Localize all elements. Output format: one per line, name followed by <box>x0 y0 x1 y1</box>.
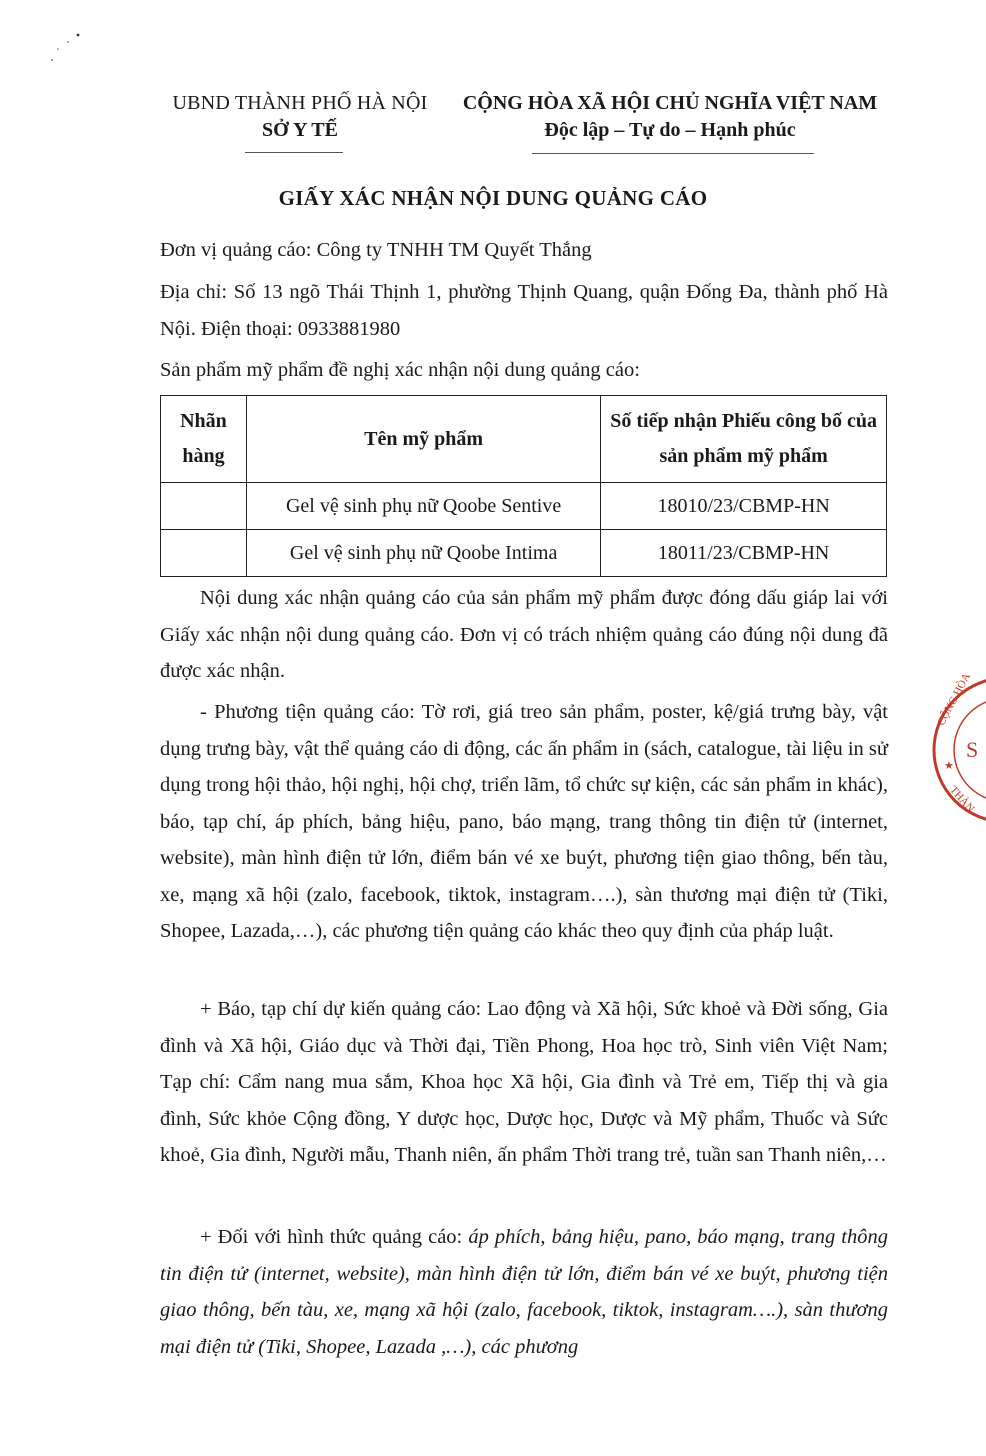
table-row <box>161 483 887 530</box>
table-header-row <box>161 396 887 483</box>
seal-star: ★ <box>944 760 954 772</box>
product-table <box>160 395 887 577</box>
motto: Độc lập – Tự do – Hạnh phúc <box>544 119 796 141</box>
header-right-rule <box>532 153 814 154</box>
header-registration-number: Số tiếp nhận Phiếu công bố của sản phẩm mỹ phẩm <box>601 396 887 483</box>
issuing-authority <box>150 90 450 144</box>
national-motto <box>445 90 895 144</box>
cell-registration-number: 18011/23/CBMP-HN <box>601 530 887 577</box>
official-seal <box>926 665 986 835</box>
address-line: Địa chỉ: Số 13 ngõ Thái Thịnh 1, phường Thịnh Quang, quận Đống Đa, thành phố Hà Nội. Điện thoại: 0933881980 <box>160 281 888 340</box>
header-left-rule <box>245 152 343 153</box>
city-committee-name: UBND THÀNH PHỐ HÀ NỘI <box>172 92 428 114</box>
press-paragraph: + Báo, tạp chí dự kiến quảng cáo: Lao động và Xã hội, Sức khoẻ và Đời sống, Gia đình và Xã hội, Giáo dục và Thời đại, Tiền Phong, Hoa học trò, Sinh viên Việt Nam; Tạp chí: Cẩm nang mua sắm, Khoa học Xã hội, Gia đình và Trẻ em, Tiếp thị và gia đình, Sức khỏe Cộng đồng, Y dược học, Dược học, Dược và Mỹ phẩm, Thuốc và Sức khoẻ, Gia đình, Người mẫu, Thanh niên, ấn phẩm Thời trang trẻ, tuần san Thanh niên,… <box>160 998 888 1166</box>
document-title: GIẤY XÁC NHẬN NỘI DUNG QUẢNG CÁO <box>278 186 708 210</box>
media-paragraph: - Phương tiện quảng cáo: Tờ rơi, giá treo sản phẩm, poster, kệ/giá trưng bày, vật dụng trưng bày, vật thể quảng cáo di động, các ấn phẩm in (sách, catalogue, tài liệu in sử dụng trong hội thảo, hội nghị, hội chợ, triển lãm, tổ chức sự kiện, các sản phẩm in khác), báo, tạp chí, áp phích, bảng hiệu, pano, báo mạng, trang thông tin điện tử (internet, website), màn hình điện tử lớn, điểm bán vé xe buýt, phương tiện giao thông, bến tàu, xe, mạng xã hội (zalo, facebook, tiktok, instagram….), sàn thương mại điện tử (Tiki, Shopee, Lazada,…), các phương tiện quảng cáo khác theo quy định của pháp luật. <box>160 701 888 942</box>
seal-text-top: CỘNG HÒA <box>935 671 973 728</box>
cell-registration-number: 18010/23/CBMP-HN <box>601 483 887 530</box>
header-product-name: Tên mỹ phẩm <box>246 396 600 483</box>
cell-product-name: Gel vệ sinh phụ nữ Qoobe Sentive <box>246 483 600 530</box>
department-name: SỞ Y TẾ <box>262 119 338 141</box>
advertiser-line: Đơn vị quảng cáo: Công ty TNHH TM Quyết Thắng <box>160 239 592 261</box>
products-intro: Sản phẩm mỹ phẩm đề nghị xác nhận nội dung quảng cáo: <box>160 359 640 381</box>
format-lead: + Đối với hình thức quảng cáo: <box>200 1226 469 1248</box>
seal-text-bottom: THÀN <box>947 784 977 815</box>
table-row <box>161 530 887 577</box>
country-name: CỘNG HÒA XÃ HỘI CHỦ NGHĨA VIỆT NAM <box>462 92 878 114</box>
scan-speck <box>48 32 88 72</box>
format-paragraph <box>160 1219 888 1365</box>
cell-product-name: Gel vệ sinh phụ nữ Qoobe Intima <box>246 530 600 577</box>
cell-brand <box>161 530 247 577</box>
confirmation-paragraph: Nội dung xác nhận quảng cáo của sản phẩm mỹ phẩm được đóng dấu giáp lai với Giấy xác nhận nội dung quảng cáo. Đơn vị có trách nhiệm quảng cáo đúng nội dung đã được xác nhận. <box>160 587 888 682</box>
format-list: áp phích, bảng hiệu, pano, báo mạng, trang thông tin điện tử (internet, website), màn hình điện tử lớn, điểm bán vé xe buýt, phương tiện giao thông, bến tàu, xe, mạng xã hội (zalo, facebook, tiktok, instagram….), sàn thương mại điện tử (Tiki, Shopee, Lazada ,…), các phương <box>160 1226 888 1358</box>
header-brand: Nhãn hàng <box>161 396 247 483</box>
seal-text-center: S <box>966 737 979 762</box>
cell-brand <box>161 483 247 530</box>
